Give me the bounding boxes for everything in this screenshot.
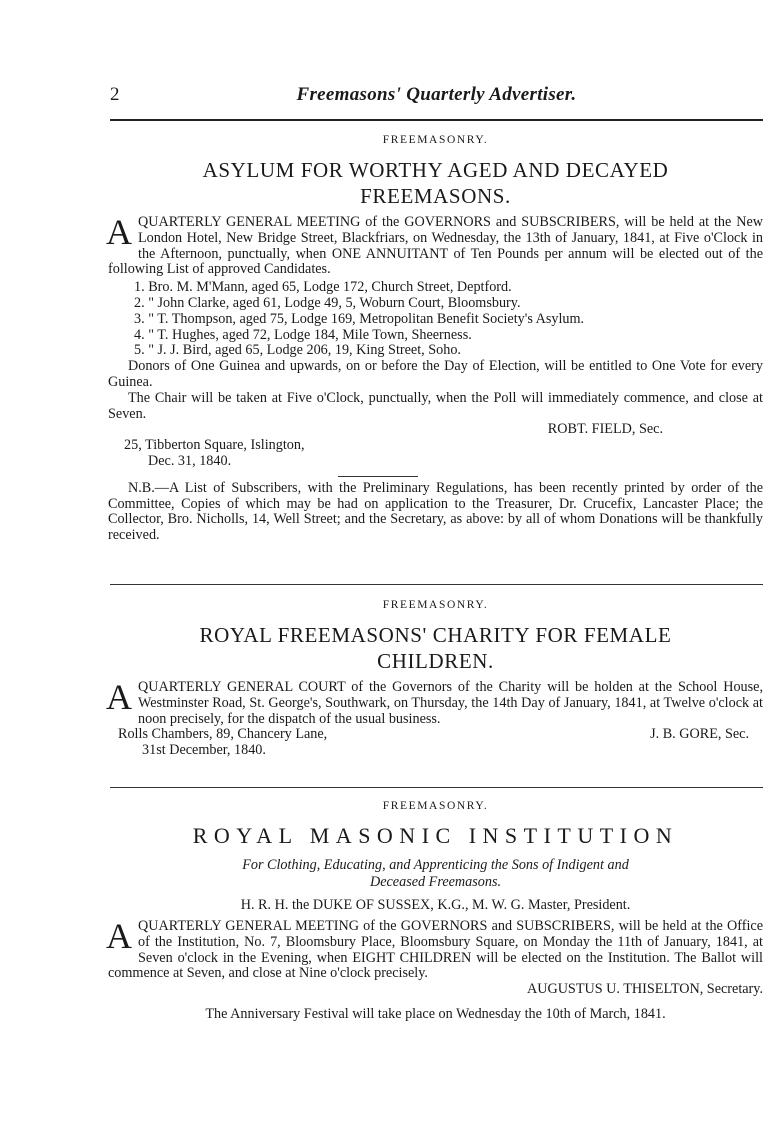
address-line: Rolls Chambers, 89, Chancery Lane, <box>118 726 328 743</box>
drop-cap: A <box>106 677 132 717</box>
list-item: 4. " T. Hughes, aged 72, Lodge 184, Mile Town, Sheerness. <box>134 326 472 343</box>
section-rule <box>110 787 763 788</box>
charity-notice <box>108 598 763 759</box>
drop-cap: A <box>106 916 132 956</box>
notice-title: ROYAL FREEMASONS' CHARITY FOR FEMALE <box>199 623 672 647</box>
meeting-paragraph: AQUARTERLY GENERAL MEETING of the GOVERNORS and SUBSCRIBERS, will be held at the New London Hotel, New Bridge Street, Blackfriars, on Wednesday, the 13th of January, 1841, at Five o'Clock in the Afternoon, punctually, when ONE ANNUITANT of Ten Pounds per annum will be elected out of the following List of approved Candidates. <box>106 212 763 278</box>
header-rule <box>110 119 763 121</box>
notice-subtitle: For Clothing, Educating, and Apprenticing the Sons of Indigent and <box>242 857 629 873</box>
nb-paragraph: N.B.—A List of Subscribers, with the Preliminary Regulations, has been recently printed by order of the Committee, Copies of which may be had on application to the Treasurer, Dr. Crucefix, Lancaster Place; the Collector, Bro. Nicholls, 14, Well Street; and the Secretary, as above: by all of whom Donations will be thankfully received. <box>108 479 763 544</box>
signature: ROBT. FIELD, Sec. <box>547 421 663 438</box>
section-label: FREEMASONRY. <box>382 599 489 611</box>
court-paragraph: AQUARTERLY GENERAL COURT of the Governors of the Charity will be holden at the School House, Westminster Road, St. George's, Southwark, on Thursday, the 14th Day of January, 1841, at Twelve o'clock at noon precisely, for the dispatch of the usual business. <box>106 677 763 727</box>
notice-title-cont: FREEMASONS. <box>360 184 511 208</box>
address-signature-row <box>118 727 763 743</box>
list-item: 2. " John Clarke, aged 61, Lodge 49, 5, Woburn Court, Bloomsbury. <box>134 294 521 311</box>
list-item: 5. " J. J. Bird, aged 65, Lodge 206, 19, King Street, Soho. <box>134 342 461 359</box>
address-line: 25, Tibberton Square, Islington, <box>124 437 305 454</box>
running-title: Freemasons' Quarterly Advertiser. <box>296 84 577 105</box>
notice-title: ASYLUM FOR WORTHY AGED AND DECAYED <box>202 158 669 182</box>
date-line: Dec. 31, 1840. <box>148 452 232 469</box>
notice-title-cont: CHILDREN. <box>377 649 494 673</box>
meeting-paragraph: AQUARTERLY GENERAL MEETING of the GOVERNORS and SUBSCRIBERS, will be held at the Office of the Institution, No. 7, Bloomsbury Place, Bloomsbury Square, on Monday the 11th of January, 1841, at Seven o'clock in the Evening, when EIGHT CHILDREN will be elected on the Institution. The Ballot will commence at Seven, and close at Nine o'clock precisely. <box>106 916 763 982</box>
date-line: 31st December, 1840. <box>142 742 266 759</box>
short-rule <box>338 476 418 477</box>
signature: J. B. GORE, Sec. <box>650 726 749 743</box>
chair-paragraph: The Chair will be taken at Five o'Clock, punctually, when the Poll will immediately commence, and close at Seven. <box>108 389 763 422</box>
page-header <box>110 84 763 114</box>
list-item: 3. " T. Thompson, aged 75, Lodge 169, Metropolitan Benefit Society's Asylum. <box>134 310 585 327</box>
donors-paragraph: Donors of One Guinea and upwards, on or before the Day of Election, will be entitled to One Vote for every Guinea. <box>108 358 763 390</box>
section-label: FREEMASONRY. <box>382 134 489 146</box>
festival-line: The Anniversary Festival will take place on Wednesday the 10th of March, 1841. <box>205 1005 666 1022</box>
institution-notice <box>108 799 763 1022</box>
notice-title: ROYAL MASONIC INSTITUTION <box>192 823 679 848</box>
asylum-notice <box>108 133 763 544</box>
notice-subtitle-cont: Deceased Freemasons. <box>369 874 502 890</box>
candidate-list <box>108 280 763 359</box>
signature: AUGUSTUS U. THISELTON, Secretary. <box>526 981 763 998</box>
section-label: FREEMASONRY. <box>382 800 489 812</box>
list-item: 1. Bro. M. M'Mann, aged 65, Lodge 172, Church Street, Deptford. <box>134 279 512 296</box>
patron-line: H. R. H. the DUKE OF SUSSEX, K.G., M. W. G. Master, President. <box>240 897 631 913</box>
section-rule <box>110 584 763 585</box>
drop-cap: A <box>106 212 132 252</box>
page-number: 2 <box>110 84 120 105</box>
